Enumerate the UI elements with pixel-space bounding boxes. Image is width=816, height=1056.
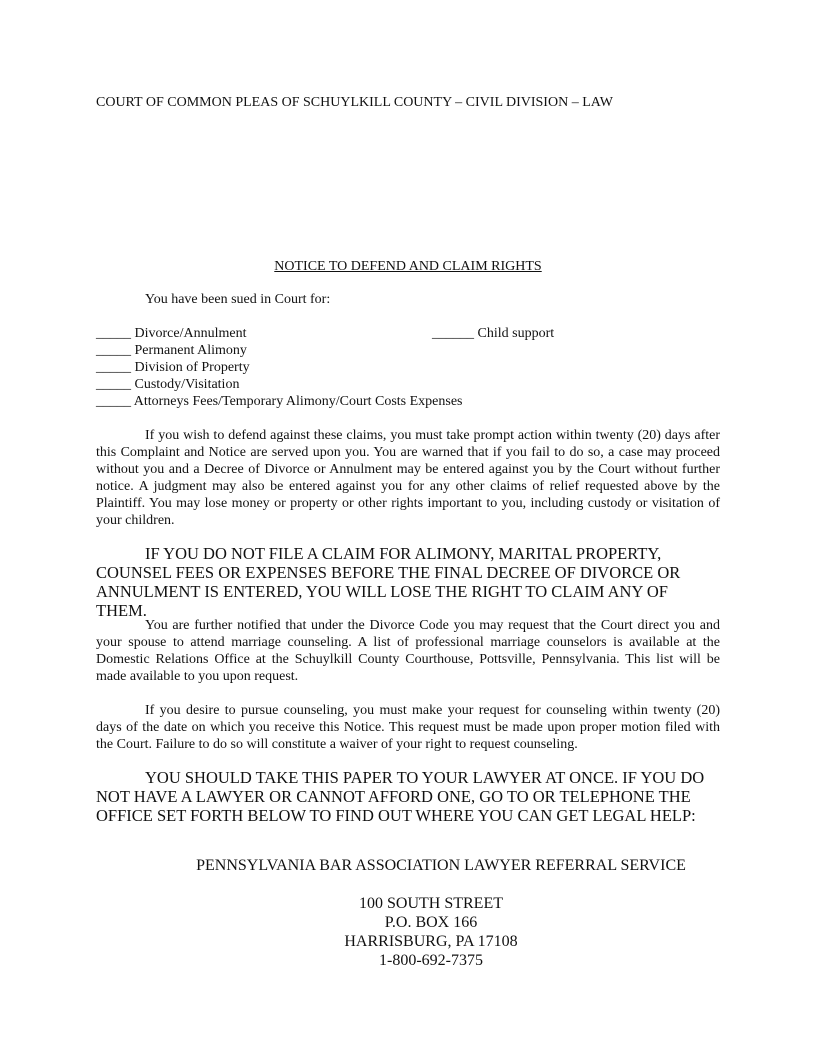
counseling-paragraph: You are further notified that under the Divorce Code you may request that the Court direct you and your spouse to attend marriage counseling. A list of professional marriage counselors is available at the Domestic Relations Office at the Schuylkill County Courthouse, Pottsville, Pennsylvania. This list will be made available to you upon request. [96, 618, 720, 684]
claims-list [96, 325, 463, 410]
intro-text: You have been sued in Court for: [145, 292, 331, 307]
claim-item: _____ Permanent Alimony [96, 343, 247, 358]
court-header: COURT OF COMMON PLEAS OF SCHUYLKILL COUNTY – CIVIL DIVISION – LAW [96, 95, 613, 110]
counseling-request-paragraph: If you desire to pursue counseling, you must make your request for counseling within twenty (20) days of the date on which you receive this Notice. This request must be made upon proper motion filed with the Court. Failure to do so will constitute a waiver of your right to request counseling. [96, 703, 720, 752]
claim-item: _____ Custody/Visitation [96, 377, 240, 392]
claim-item: _____ Division of Property [96, 360, 250, 375]
address-block [0, 894, 816, 970]
claim-item: _____ Attorneys Fees/Temporary Alimony/Court Costs Expenses [96, 394, 463, 409]
lawyer-warning: YOU SHOULD TAKE THIS PAPER TO YOUR LAWYER AT ONCE. IF YOU DO NOT HAVE A LAWYER OR CANNOT AFFORD ONE, GO TO OR TELEPHONE THE OFFICE SET FORTH BELOW TO FIND OUT WHERE YOU CAN GET LEGAL HELP: [96, 768, 705, 825]
address-po-box: P.O. BOX 166 [384, 914, 478, 931]
alimony-warning: IF YOU DO NOT FILE A CLAIM FOR ALIMONY, MARITAL PROPERTY, COUNSEL FEES OR EXPENSES BEFORE THE FINAL DECREE OF DIVORCE OR ANNULMENT IS ENTERED, YOU WILL LOSE THE RIGHT TO CLAIM ANY OF THEM. [96, 544, 681, 620]
claim-item-child-support: ______ Child support [432, 326, 555, 341]
address-phone: 1-800-692-7375 [379, 952, 483, 969]
defend-paragraph: If you wish to defend against these claims, you must take prompt action within twenty (20) days after this Complaint and Notice are served upon you. You are warned that if you fail to do so, a case may proceed without you and a Decree of Divorce or Annulment may be entered against you by the Court without further notice. A judgment may also be entered against you for any other claims of relief requested above by the Plaintiff. You may lose money or property or other rights important to you, including custody or visitation of your children. [96, 428, 720, 528]
address-city: HARRISBURG, PA 17108 [344, 933, 518, 950]
notice-title: NOTICE TO DEFEND AND CLAIM RIGHTS [274, 259, 542, 274]
claim-item: _____ Divorce/Annulment [96, 326, 247, 341]
referral-service-title: PENNSYLVANIA BAR ASSOCIATION LAWYER REFERRAL SERVICE [196, 857, 686, 874]
address-street: 100 SOUTH STREET [359, 895, 503, 912]
